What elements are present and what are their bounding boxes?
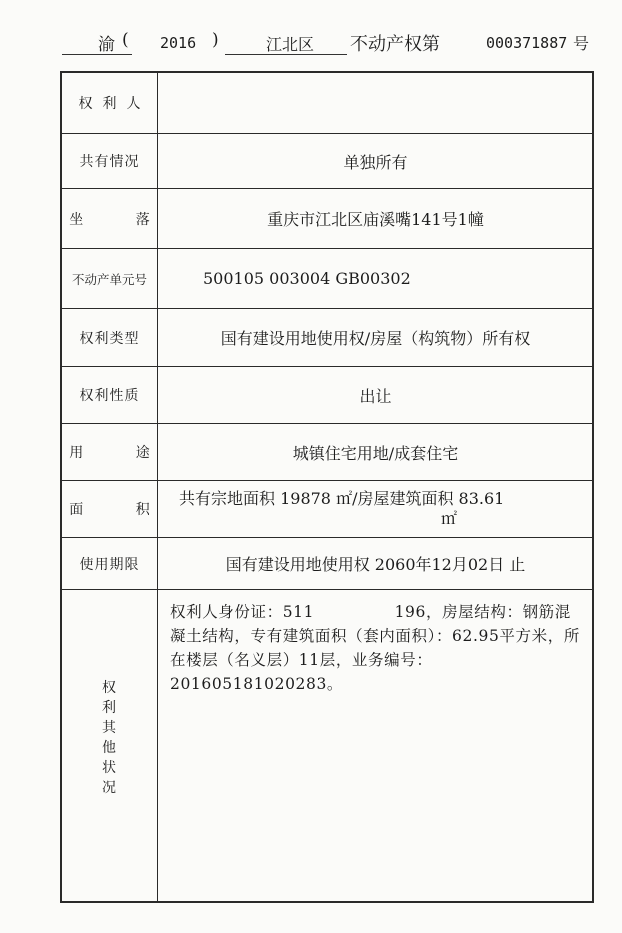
province-abbr: 渝 [98,35,115,55]
row-value: 500105 003004 GB00302 [203,269,411,288]
other-status-text: 权利人身份证：511 196，房屋结构：钢筋混凝土结构，专有建筑面积（套内面积）：62.95平方米，所在楼层（名义层）11层，业务编号：201605181020283。 [170,603,580,693]
row-label: 权利类型 [62,309,158,366]
district-underline [225,54,347,55]
row-value [159,73,592,133]
other-status-row [62,590,592,901]
table-row [62,134,592,189]
area-line-1: 共有宗地面积 19878 ㎡/房屋建筑面积 83.61 [179,489,505,508]
certificate-header [0,0,622,70]
table-row [62,424,592,481]
row-label: 使用期限 [62,538,158,589]
table-row [62,189,592,249]
certificate-table [60,71,594,903]
table-row [62,481,592,538]
certificate-number: 000371887 [486,34,568,52]
row-label: 坐 落 [62,189,158,248]
row-label: 不动产单元号 [62,249,158,308]
paren-open: ( [122,30,129,50]
row-value: 国有建设用地使用权 2060年12月02日 止 [225,555,526,574]
row-label: 面 积 [62,481,158,537]
certificate-year: 2016 [160,34,197,52]
paren-close: ) [212,30,219,50]
row-value: 单独所有 [343,152,408,172]
province-underline [62,54,132,55]
area-line-2: ㎡ [441,509,458,528]
table-row [62,73,592,134]
table-row [62,367,592,424]
table-row [62,538,592,590]
row-value: 出让 [359,386,392,406]
row-label: 权利性质 [62,367,158,423]
number-suffix: 号 [573,34,590,53]
row-value: 国有建设用地使用权/房屋（构筑物）所有权 [220,329,531,348]
table-row [62,249,592,309]
row-value: 城镇住宅用地/成套住宅 [292,443,459,463]
other-status-label [62,590,158,901]
certificate-title: 不动产权第 [350,34,440,55]
row-value: 重庆市江北区庙溪嘴141号1幢 [267,210,484,229]
other-status-label-text: 权利其他状况 [102,680,116,796]
row-value [159,481,592,537]
table-row [62,309,592,367]
row-label: 权利人 [62,73,158,133]
row-label: 用 途 [62,424,158,480]
district-name: 江北区 [266,35,315,54]
row-label: 共有情况 [62,134,158,188]
